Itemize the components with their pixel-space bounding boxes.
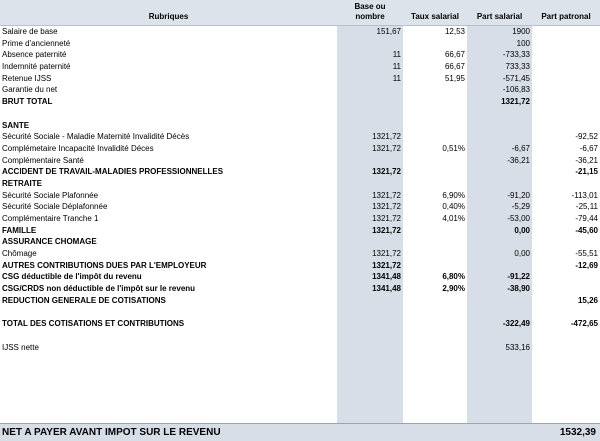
table-row <box>0 236 600 248</box>
row-part-patronal: -472,65 <box>570 319 598 329</box>
row-part-salarial: 733,33 <box>505 62 530 72</box>
table-row <box>0 38 600 50</box>
row-label: ASSURANCE CHOMAGE <box>2 237 97 247</box>
row-taux: 66,67 <box>444 62 465 72</box>
header-part-patronal: Part patronal <box>541 12 591 21</box>
table-row <box>0 283 600 295</box>
row-label: Salaire de base <box>2 27 58 36</box>
row-taux: 51,95 <box>444 73 465 83</box>
table-row <box>0 330 600 342</box>
row-part-patronal: -21,15 <box>575 167 598 177</box>
row-label: Indemnité paternité <box>2 62 71 72</box>
table-header <box>0 0 600 26</box>
row-part-patronal: -6,67 <box>579 143 598 153</box>
table-row <box>0 108 600 120</box>
row-part-patronal: -79,44 <box>575 214 598 223</box>
row-taux: 0,40% <box>442 202 465 212</box>
row-taux: 0,51% <box>442 143 465 153</box>
row-part-salarial: -733,33 <box>502 50 530 60</box>
row-base: 1321,72 <box>372 249 401 259</box>
header-base-line1: Base ou <box>354 2 386 11</box>
row-label: AUTRES CONTRIBUTIONS DUES PAR L'EMPLOYEUR <box>2 260 207 270</box>
row-base: 1321,72 <box>372 143 401 153</box>
table-row <box>0 155 600 167</box>
row-base: 1341,48 <box>372 284 401 294</box>
row-label: ACCIDENT DE TRAVAIL-MALADIES PROFESSIONNELLES <box>2 167 224 177</box>
row-taux: 2,90% <box>442 284 465 294</box>
net-a-payer-value: 1532,39 <box>559 427 596 438</box>
row-part-salarial: -38,90 <box>507 284 530 294</box>
table-row <box>0 213 600 225</box>
row-part-salarial: 0,00 <box>514 249 530 259</box>
row-base: 1321,72 <box>372 132 401 142</box>
header-taux-salarial: Taux salarial <box>411 12 459 21</box>
table-row <box>0 201 600 213</box>
row-label: RETRAITE <box>2 178 42 188</box>
header-rubriques: Rubriques <box>148 12 189 21</box>
row-part-patronal: 15,26 <box>577 295 598 305</box>
row-part-salarial: -571,45 <box>502 73 530 83</box>
row-base: 1321,72 <box>372 167 401 177</box>
row-label: Retenue IJSS <box>2 73 52 83</box>
row-base: 1321,72 <box>372 202 401 212</box>
header-base <box>337 2 403 22</box>
row-part-salarial: 1900 <box>512 27 530 36</box>
row-label: FAMILLE <box>2 225 37 235</box>
row-label: CSG/CRDS non déductible de l'impôt sur le revenu <box>2 284 196 294</box>
table-row <box>0 96 600 108</box>
row-part-salarial: -36,21 <box>507 155 530 165</box>
table-row <box>0 49 600 61</box>
row-part-patronal: -25,11 <box>575 202 598 212</box>
row-label: Sécurité Sociale Plafonnée <box>2 190 99 200</box>
table-row <box>0 26 600 38</box>
row-part-salarial: -91,20 <box>507 190 530 200</box>
table-row <box>0 295 600 307</box>
row-label: Garantie du net <box>2 85 58 95</box>
table-row <box>0 307 600 319</box>
row-base: 1341,48 <box>372 272 401 282</box>
row-base: 11 <box>392 50 401 60</box>
row-base: 11 <box>392 73 401 83</box>
table-body <box>0 26 600 353</box>
row-part-salarial: 533,16 <box>505 342 530 352</box>
row-taux: 66,67 <box>444 50 465 60</box>
row-part-patronal: -92,52 <box>575 132 598 142</box>
table-row <box>0 225 600 237</box>
header-part-salarial: Part salarial <box>476 12 523 21</box>
table-row <box>0 143 600 155</box>
table-row <box>0 61 600 73</box>
row-part-patronal: -12,69 <box>575 260 598 270</box>
row-part-salarial: -91,22 <box>507 272 530 282</box>
row-base: 1321,72 <box>372 214 401 223</box>
row-base: 151,67 <box>376 27 401 36</box>
row-part-salarial: -322,49 <box>502 319 530 329</box>
row-part-salarial: -53,00 <box>507 214 530 223</box>
table-row <box>0 271 600 283</box>
row-label: CSG déductible de l'impôt du revenu <box>2 272 142 282</box>
table-row <box>0 178 600 190</box>
row-part-salarial: -5,29 <box>511 202 530 212</box>
row-part-patronal: -55,51 <box>575 249 598 259</box>
header-base-line2: nombre <box>355 12 385 21</box>
net-a-payer-label: NET A PAYER AVANT IMPOT SUR LE REVENU <box>2 427 221 438</box>
row-label: Absence paternité <box>2 50 67 60</box>
table-row <box>0 73 600 85</box>
row-label: Complémetaire Incapacité Invalidité Déces <box>2 143 154 153</box>
row-taux: 6,80% <box>442 272 465 282</box>
row-part-patronal: -45,60 <box>575 225 598 235</box>
row-label: Complémentaire Santé <box>2 155 84 165</box>
row-base: 1321,72 <box>372 260 401 270</box>
table-row <box>0 166 600 178</box>
row-taux: 6,90% <box>442 190 465 200</box>
row-taux: 12,53 <box>444 27 465 36</box>
row-part-patronal: -36,21 <box>575 155 598 165</box>
table-row <box>0 190 600 202</box>
table-row <box>0 260 600 272</box>
row-label: SANTE <box>2 120 30 130</box>
table-row <box>0 120 600 132</box>
row-label: TOTAL DES COTISATIONS ET CONTRIBUTIONS <box>2 319 185 329</box>
row-label: IJSS nette <box>2 342 39 352</box>
row-label: Sécurité Sociale - Maladie Maternité Invalidité Décès <box>2 132 190 142</box>
row-part-salarial: 1321,72 <box>501 97 530 107</box>
row-part-patronal: -113,01 <box>571 190 598 200</box>
table-row <box>0 248 600 260</box>
table-row <box>0 131 600 143</box>
row-part-salarial: 0,00 <box>514 225 530 235</box>
net-a-payer-row <box>0 423 600 441</box>
row-label: Chômage <box>2 249 37 259</box>
row-taux: 4,01% <box>442 214 465 223</box>
row-base: 11 <box>392 62 401 72</box>
row-base: 1321,72 <box>372 190 401 200</box>
table-row <box>0 318 600 330</box>
row-part-salarial: -106,83 <box>502 85 530 95</box>
row-label: Complémentaire Tranche 1 <box>2 214 99 223</box>
row-label: Prime d'ancienneté <box>2 38 71 48</box>
table-row <box>0 342 600 354</box>
row-part-salarial: -6,67 <box>511 143 530 153</box>
row-label: REDUCTION GENERALE DE COTISATIONS <box>2 295 166 305</box>
row-label: BRUT TOTAL <box>2 97 53 107</box>
row-base: 1321,72 <box>372 225 401 235</box>
table-row <box>0 84 600 96</box>
row-part-salarial: 100 <box>516 38 530 48</box>
row-label: Sécurité Sociale Déplafonnée <box>2 202 108 212</box>
